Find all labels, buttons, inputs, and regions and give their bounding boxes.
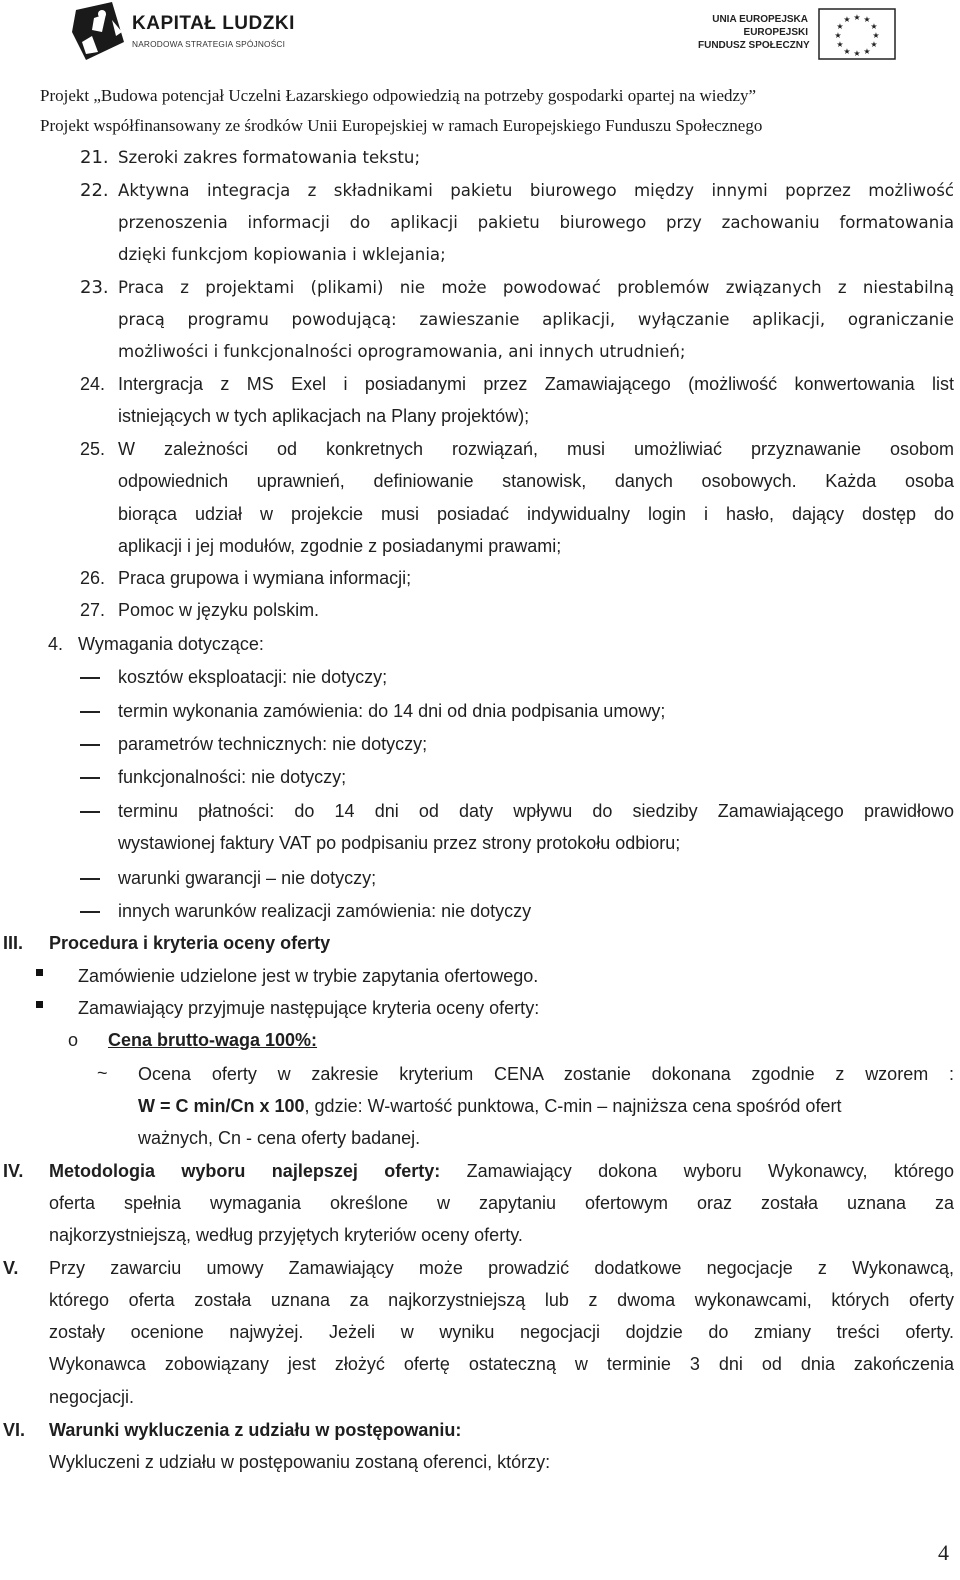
dash-icon xyxy=(80,677,100,679)
svg-text:★: ★ xyxy=(836,40,844,49)
requirement-item: kosztów eksploatacji: nie dotyczy; xyxy=(118,667,388,687)
item-23-line-1: Praca z projektami (plikami) nie może powodować problemów związanych z niestabilną xyxy=(118,278,954,297)
section-iv-line-2: oferta spełnia wymagania określone w zapytaniu ofertowym oraz została uznana za xyxy=(49,1193,954,1213)
square-bullet-icon xyxy=(36,969,43,976)
section-4-title: Wymagania dotyczące: xyxy=(78,634,264,654)
criteria-bullet-1: Zamówienie udzielone jest w trybie zapytania ofertowego. xyxy=(78,966,539,986)
section-v-line-2: którego oferta została uznana za najkorzystniejszą lub z dwoma wykonawcami, których oferty xyxy=(49,1290,954,1310)
dash-icon xyxy=(80,911,100,913)
eu-line1: UNIA EUROPEJSKA xyxy=(712,14,808,25)
item-22-number: 22. xyxy=(80,180,109,201)
svg-text:★: ★ xyxy=(872,31,880,40)
svg-text:★: ★ xyxy=(843,47,851,56)
item-22-line-3: dzięki funkcjom kopiowania i wklejania; xyxy=(118,245,446,264)
eu-flag-icon xyxy=(818,8,896,60)
section-v-line-3: zostały ocenione najwyżej. Jeżeli w wyniku negocjacji dojdzie do zmiany treści oferty. xyxy=(49,1322,954,1342)
item-22-line-1: Aktywna integracja z składnikami pakietu biurowego między innymi poprzez możliwość xyxy=(118,181,954,200)
item-25-line-1: W zależności od konkretnych rozwiązań, musi umożliwiać przyznawanie osobom xyxy=(118,439,954,459)
item-25-line-4: aplikacji i jej modułów, zgodnie z posiadanymi prawami; xyxy=(118,536,562,556)
price-criterion-line-3: ważnych, Cn - cena oferty badanej. xyxy=(138,1128,421,1148)
price-formula: W = C min/Cn x 100 xyxy=(138,1096,305,1116)
dash-icon xyxy=(80,878,100,880)
eu-text xyxy=(698,13,808,52)
item-23-line-2: pracą programu powodującą: zawieszanie aplikacji, wyłączanie aplikacji, ograniczanie xyxy=(118,310,954,329)
item-21-line-1: Szeroki zakres formatowania tekstu; xyxy=(118,148,421,167)
svg-text:★: ★ xyxy=(853,49,861,58)
square-bullet-icon xyxy=(36,1001,43,1008)
svg-text:★: ★ xyxy=(853,13,861,22)
item-26-number: 26. xyxy=(80,568,106,588)
item-26-line-1: Praca grupowa i wymiana informacji; xyxy=(118,568,412,588)
item-25-number: 25. xyxy=(80,439,106,459)
section-iii-title: Procedura i kryteria oceny oferty xyxy=(49,933,331,953)
requirement-item: termin wykonania zamówienia: do 14 dni od dnia podpisania umowy; xyxy=(118,701,666,721)
item-25-line-2: odpowiednich uprawnień, definiowanie stanowisk, danych osobowych. Każda osoba xyxy=(118,471,954,491)
project-title-line: Projekt „Budowa potencjał Uczelni Łazarskiego odpowiedzią na potrzeby gospodarki opartej na wiedzy” xyxy=(40,86,757,105)
item-27-line-1: Pomoc w języku polskim. xyxy=(118,600,320,620)
kl-title: KAPITAŁ LUDZKI xyxy=(132,13,295,34)
requirement-item-continuation: wystawionej faktury VAT po podpisaniu przez strony protokołu odbioru; xyxy=(118,833,681,853)
section-iv-line-1 xyxy=(49,1155,954,1187)
svg-text:★: ★ xyxy=(834,31,842,40)
price-criterion-line-2 xyxy=(138,1090,841,1122)
eu-logo xyxy=(700,8,900,64)
svg-text:★: ★ xyxy=(836,22,844,31)
dash-icon xyxy=(80,811,100,813)
section-iv-number: IV. xyxy=(3,1161,24,1181)
section-iii-number: III. xyxy=(3,933,24,953)
requirement-item: innych warunków realizacji zamówienia: nie dotyczy xyxy=(118,901,532,921)
svg-text:★: ★ xyxy=(870,40,878,49)
section-vi-number: VI. xyxy=(3,1420,26,1440)
section-v-line-5: negocjacji. xyxy=(49,1387,135,1407)
svg-text:★: ★ xyxy=(870,22,878,31)
requirement-item: funkcjonalności: nie dotyczy; xyxy=(118,767,347,787)
section-vi-title: Warunki wykluczenia z udziału w postępowaniu: xyxy=(49,1420,462,1440)
item-23-line-3: możliwości i funkcjonalności oprogramowania, ani innych utrudnień; xyxy=(118,342,686,361)
section-v-line-1: Przy zawarciu umowy Zamawiający może prowadzić dodatkowe negocjacje z Wykonawcą, xyxy=(49,1258,954,1278)
dash-icon xyxy=(80,744,100,746)
eu-line3: FUNDUSZ SPOŁECZNY xyxy=(698,40,810,51)
section-iv-line-3: najkorzystniejszą, według przyjętych kryteriów oceny oferty. xyxy=(49,1225,523,1245)
price-criterion-line-1: Ocena oferty w zakresie kryterium CENA zostanie dokonana zgodnie z wzorem : xyxy=(138,1064,954,1084)
price-criterion-title: Cena brutto-waga 100%: xyxy=(108,1030,318,1050)
section-v-line-4: Wykonawca zobowiązany jest złożyć ofertę ostateczną w terminie 3 dni od dnia zakończenia xyxy=(49,1354,954,1374)
kapital-ludzki-emblem-icon xyxy=(72,2,130,62)
requirement-item: terminu płatności: do 14 dni od daty wpływu do siedziby Zamawiającego prawidłowo xyxy=(118,801,954,821)
eu-line2: EUROPEJSKI xyxy=(743,27,808,38)
item-22-line-2: przenoszenia informacji do aplikacji pakietu biurowego przy zachowaniu formatowania xyxy=(118,213,954,232)
section-4-number: 4. xyxy=(48,634,64,654)
section-iv-line-1-rest: Zamawiający dokona wyboru Wykonawcy, którego xyxy=(440,1161,954,1181)
price-formula-description: , gdzie: W-wartość punktowa, C-min – najniższa cena spośród ofert xyxy=(304,1096,842,1116)
item-27-number: 27. xyxy=(80,600,106,620)
item-21-number: 21. xyxy=(80,147,109,168)
requirement-item: warunki gwarancji – nie dotyczy; xyxy=(118,868,377,888)
dash-icon xyxy=(80,777,100,779)
section-iv-title: Metodologia wyboru najlepszej oferty: xyxy=(49,1161,441,1181)
tilde-bullet-icon: ~ xyxy=(97,1063,108,1083)
svg-text:★: ★ xyxy=(863,47,871,56)
page-number: 4 xyxy=(938,1540,949,1565)
svg-text:★: ★ xyxy=(863,15,871,24)
cofinance-line: Projekt współfinansowany ze środków Unii Europejskiej w ramach Europejskiego Funduszu Społecznego xyxy=(40,116,763,135)
dash-icon xyxy=(80,711,100,713)
kapital-ludzki-logo xyxy=(72,2,295,62)
item-25-line-3: biorąca udział w projekcie musi posiadać indywidualny login i hasło, dający dostęp do xyxy=(118,504,954,524)
item-23-number: 23. xyxy=(80,277,109,298)
criteria-bullet-2: Zamawiający przyjmuje następujące kryteria oceny oferty: xyxy=(78,998,540,1018)
item-24-number: 24. xyxy=(80,374,106,394)
section-vi-line-1: Wykluczeni z udziału w postępowaniu zostaną oferenci, którzy: xyxy=(49,1452,551,1472)
section-v-number: V. xyxy=(3,1258,19,1278)
item-24-line-1: Intergracja z MS Exel i posiadanymi przez Zamawiającego (możliwość konwertowania list xyxy=(118,374,954,394)
item-24-line-2: istniejących w tych aplikacjach na Plany projektów); xyxy=(118,406,530,426)
circle-bullet-icon: o xyxy=(68,1030,79,1050)
kl-subtitle: NARODOWA STRATEGIA SPÓJNOŚCI xyxy=(132,39,286,49)
svg-text:★: ★ xyxy=(843,15,851,24)
requirement-item: parametrów technicznych: nie dotyczy; xyxy=(118,734,428,754)
